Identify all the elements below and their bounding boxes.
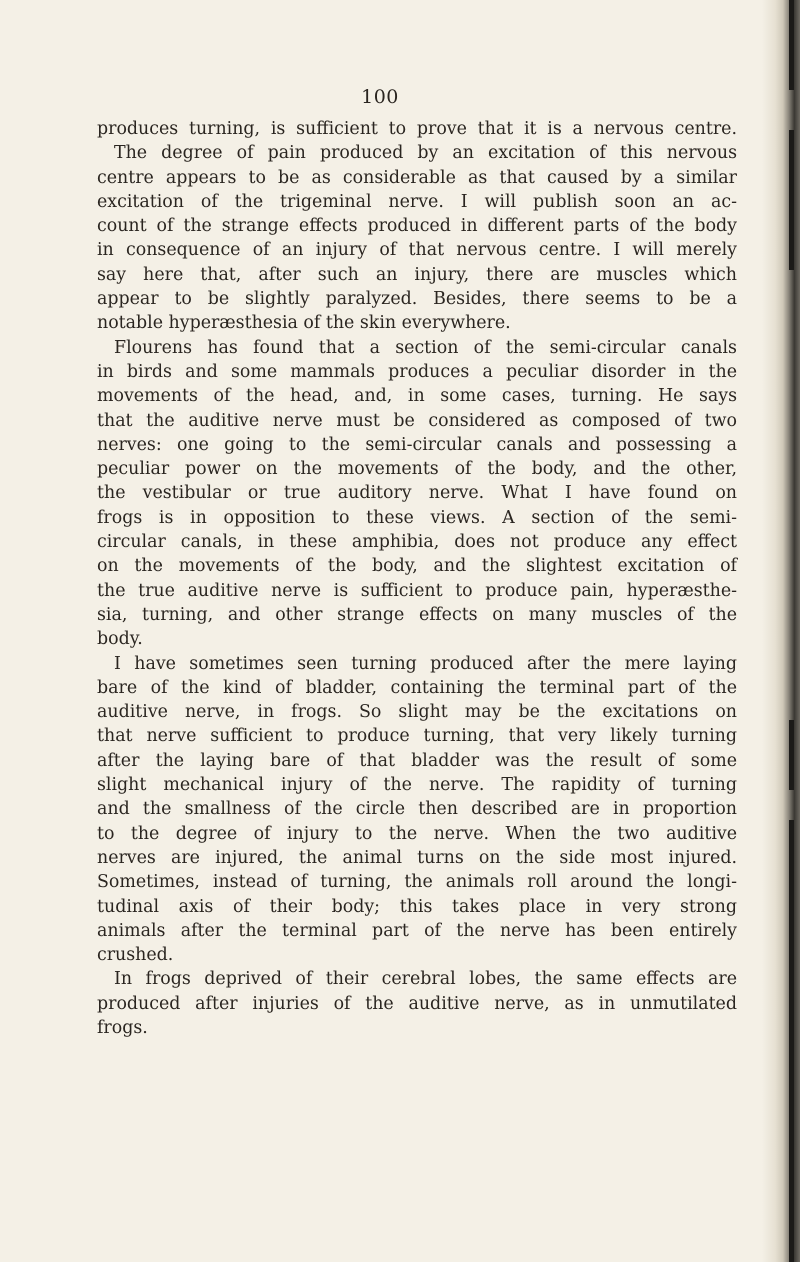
text-line: sia, turning, and other strange effects on many muscles of the <box>97 604 737 625</box>
page-number: 100 <box>361 86 399 108</box>
text-line: the true auditive nerve is sufficient to produce pain, hyperæsthe- <box>97 580 737 601</box>
text-line: excitation of the trigeminal nerve. I will publish soon an ac- <box>97 191 737 212</box>
text-line: Sometimes, instead of turning, the animals roll around the longi- <box>97 872 737 893</box>
text-line: frogs. <box>97 1017 148 1038</box>
text-line: Flourens has found that a section of the semi-circular canals <box>114 337 737 358</box>
text-line: produced after injuries of the auditive nerve, as in unmutilated <box>97 993 737 1014</box>
text-line: say here that, after such an injury, there are muscles which <box>97 264 737 285</box>
text-line: circular canals, in these amphibia, does not produce any effect <box>97 532 737 553</box>
text-line: The degree of pain produced by an excitation of this nervous <box>114 143 737 164</box>
text-line: frogs is in opposition to these views. A section of the semi- <box>97 507 737 528</box>
text-line: produces turning, is sufficient to prove that it is a nervous centre. <box>97 119 737 139</box>
text-line: in consequence of an injury of that nervous centre. I will merely <box>97 240 737 261</box>
body-text <box>97 117 737 1040</box>
text-line: centre appears to be as considerable as that caused by a similar <box>97 167 737 188</box>
text-line: slight mechanical injury of the nerve. The rapidity of turning <box>97 775 737 796</box>
text-line: In frogs deprived of their cerebral lobes, the same effects are <box>114 969 737 990</box>
text-line: the vestibular or true auditory nerve. What I have found on <box>97 483 737 504</box>
text-line: peculiar power on the movements of the body, and the other, <box>97 459 737 480</box>
text-line: body. <box>97 629 143 650</box>
text-line: in birds and some mammals produces a peculiar disorder in the <box>97 361 737 382</box>
text-line: appear to be slightly paralyzed. Besides, there seems to be a <box>97 289 737 310</box>
text-line: that nerve sufficient to produce turning, that very likely turning <box>97 726 737 747</box>
text-line: auditive nerve, in frogs. So slight may be the excitations on <box>97 702 737 723</box>
text-line: to the degree of injury to the nerve. When the two auditive <box>97 823 737 844</box>
text-line: nerves are injured, the animal turns on the side most injured. <box>97 847 737 868</box>
text-line: crushed. <box>97 945 174 966</box>
text-line: that the auditive nerve must be considered as composed of two <box>97 410 737 431</box>
text-line: bare of the kind of bladder, containing the terminal part of the <box>97 677 737 698</box>
text-line: animals after the terminal part of the nerve has been entirely <box>97 920 737 941</box>
text-line: after the laying bare of that bladder was the result of some <box>97 750 737 771</box>
page-edge-shadow <box>762 0 800 1262</box>
text-line: and the smallness of the circle then described are in proportion <box>97 799 737 820</box>
text-line: tudinal axis of their body; this takes place in very strong <box>97 896 737 917</box>
text-line: I have sometimes seen turning produced after the mere laying <box>114 653 737 674</box>
text-line: movements of the head, and, in some cases, turning. He says <box>97 386 737 407</box>
text-line: count of the strange effects produced in different parts of the body <box>97 216 737 237</box>
text-line: notable hyperæsthesia of the skin everywhere. <box>97 313 511 334</box>
text-line: nerves: one going to the semi-circular canals and possessing a <box>97 434 737 455</box>
text-line: on the movements of the body, and the slightest excitation of <box>97 556 737 577</box>
